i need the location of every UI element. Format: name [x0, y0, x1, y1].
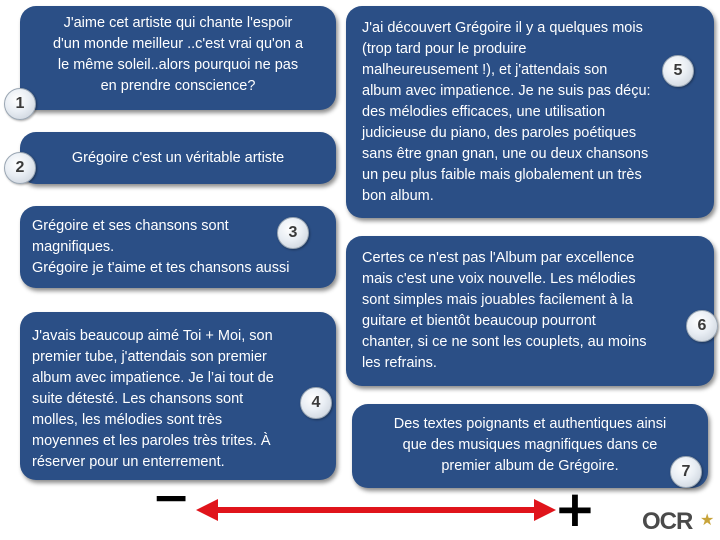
- number-badge-7: 7: [670, 456, 702, 488]
- double-arrow-icon: [196, 498, 556, 522]
- number-badge-1: 1: [4, 88, 36, 120]
- comment-text-3: Grégoire et ses chansons sont magnifiques. Grégoire je t'aime et tes chansons aussi: [32, 218, 290, 276]
- minus-sign: −: [151, 470, 191, 524]
- number-badge-6: 6: [686, 310, 718, 342]
- comment-bubble-4: [20, 312, 336, 480]
- comment-text-6: Certes ce n'est pas l'Album par excellence mais c'est une voix nouvelle. Les mélodies sont simples mais jouables facilement à la guitare et bientôt beaucoup pourront chanter, si ce ne sont les couplets, au moins les refrains.: [362, 250, 647, 371]
- comment-bubble-2: [20, 132, 336, 184]
- comment-text-4: J'avais beaucoup aimé Toi + Moi, son premier tube, j'attendais son premier album avec impatience. Je l’ai tout de suite détesté. Les chansons sont molles, les mélodies sont très moyennes et les paroles très trites. À réserver pour un enterrement.: [32, 328, 274, 470]
- comment-bubble-1: [20, 6, 336, 110]
- comment-bubble-6: [346, 236, 714, 386]
- number-badge-2: 2: [4, 152, 36, 184]
- comment-text-7: Des textes poignants et authentiques ainsi que des musiques magnifiques dans ce premier album de Grégoire.: [393, 416, 667, 474]
- ocr-logo: OCR: [642, 508, 693, 535]
- comment-text-5: J'ai découvert Grégoire il y a quelques mois (trop tard pour le produire malheureusement !), et j'attendais son album avec impatience. Je ne suis pas déçu: des mélodies efficaces, une utilisation judicieuse du piano, des paroles poétiques sans être gnan gnan, une ou deux chansons un peu plus faible mais globalement un très bon album.: [362, 20, 651, 204]
- comment-bubble-5: [346, 6, 714, 218]
- plus-sign: +: [554, 480, 596, 538]
- number-badge-3: 3: [277, 217, 309, 249]
- comment-text-1: J'aime cet artiste qui chante l'espoir d'un monde meilleur ..c'est vrai qu'on a le même soleil..alors pourquoi ne pas en prendre conscience?: [52, 15, 304, 94]
- star-icon: ★: [700, 512, 715, 529]
- number-badge-4: 4: [300, 387, 332, 419]
- comment-text-2: Grégoire c'est un véritable artiste: [71, 150, 285, 166]
- number-badge-5: 5: [662, 55, 694, 87]
- comment-bubble-7: [352, 404, 708, 488]
